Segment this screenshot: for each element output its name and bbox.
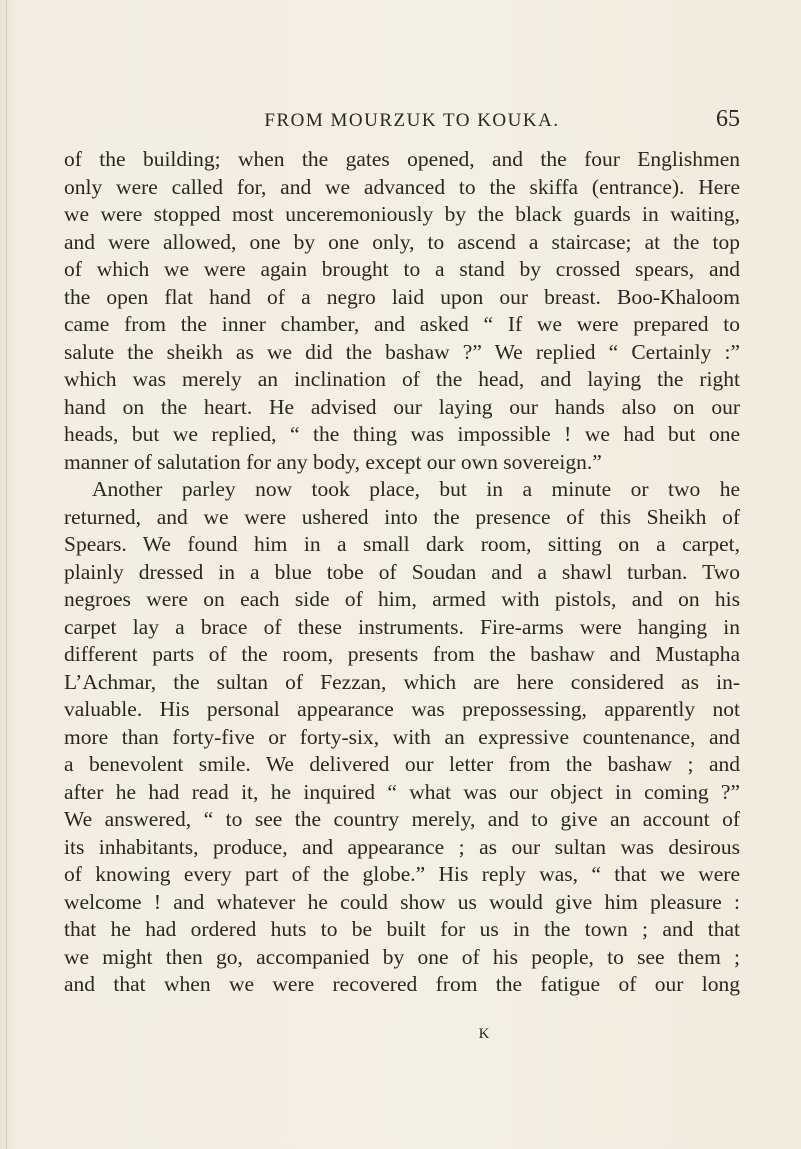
page-gutter-edge <box>6 0 7 1149</box>
text-line: returned, and we were ushered into the presence of this Sheikh of <box>64 504 740 529</box>
text-line: its inhabitants, produce, and appearance ; as our sultan was desirous <box>64 834 740 859</box>
text-line: we might then go, accompanied by one of his people, to see them ; <box>64 944 740 969</box>
text-line: the open flat hand of a negro laid upon our breast. Boo-Khaloom <box>64 284 740 309</box>
text-line: manner of salutation for any body, except our own sovereign.” <box>64 449 602 474</box>
text-line: welcome ! and whatever he could show us would give him pleasure : <box>64 889 740 914</box>
text-line: L’Achmar, the sultan of Fezzan, which are here considered as in- <box>64 669 740 694</box>
text-line: different parts of the room, presents from the bashaw and Mustapha <box>64 642 740 666</box>
text-line: more than forty-five or forty-six, with an expressive countenance, and <box>64 724 740 749</box>
text-line: came from the inner chamber, and asked “ If we were prepared to <box>64 312 740 336</box>
text-line: of knowing every part of the globe.” His reply was, “ that we were <box>64 862 740 886</box>
text-line: which was merely an inclination of the head, and laying the right <box>64 367 740 391</box>
text-line: valuable. His personal appearance was prepossessing, apparently not <box>64 697 740 721</box>
text-line: that he had ordered huts to be built for us in the town ; and that <box>64 917 740 941</box>
text-line: We answered, “ to see the country merely, and to give an account of <box>64 807 740 831</box>
text-line: a benevolent smile. We delivered our letter from the bashaw ; and <box>64 752 740 776</box>
text-line: hand on the heart. He advised our laying our hands also on our <box>64 394 740 419</box>
text-line: and were allowed, one by one only, to ascend a staircase; at the top <box>64 229 740 254</box>
text-line: Another parley now took place, but in a minute or two he <box>92 477 740 501</box>
text-line: plainly dressed in a blue tobe of Soudan and a shawl turban. Two <box>64 559 740 584</box>
text-line: of the building; when the gates opened, and the four Englishmen <box>64 147 740 171</box>
text-line: and that when we were recovered from the fatigue of our long <box>64 972 740 996</box>
running-head <box>64 104 740 134</box>
signature-mark: K <box>478 1026 491 1042</box>
running-title: FROM MOURZUK TO KOUKA. <box>264 110 560 131</box>
text-line: heads, but we replied, “ the thing was impossible ! we had but one <box>64 422 740 446</box>
page-number: 65 <box>716 106 740 132</box>
text-line: after he had read it, he inquired “ what was our object in coming ?” <box>64 779 740 804</box>
text-line: negroes were on each side of him, armed with pistols, and on his <box>64 587 740 611</box>
text-line: Spears. We found him in a small dark room, sitting on a carpet, <box>64 532 740 556</box>
text-line: salute the sheikh as we did the bashaw ?” We replied “ Certainly :” <box>64 339 740 364</box>
body-text <box>64 146 740 999</box>
text-line: carpet lay a brace of these instruments. Fire-arms were hanging in <box>64 614 740 639</box>
text-line: only were called for, and we advanced to the skiffa (entrance). Here <box>64 174 740 199</box>
text-line: we were stopped most unceremoniously by the black guards in waiting, <box>64 202 740 226</box>
text-line: of which we were again brought to a stand by crossed spears, and <box>64 257 740 281</box>
